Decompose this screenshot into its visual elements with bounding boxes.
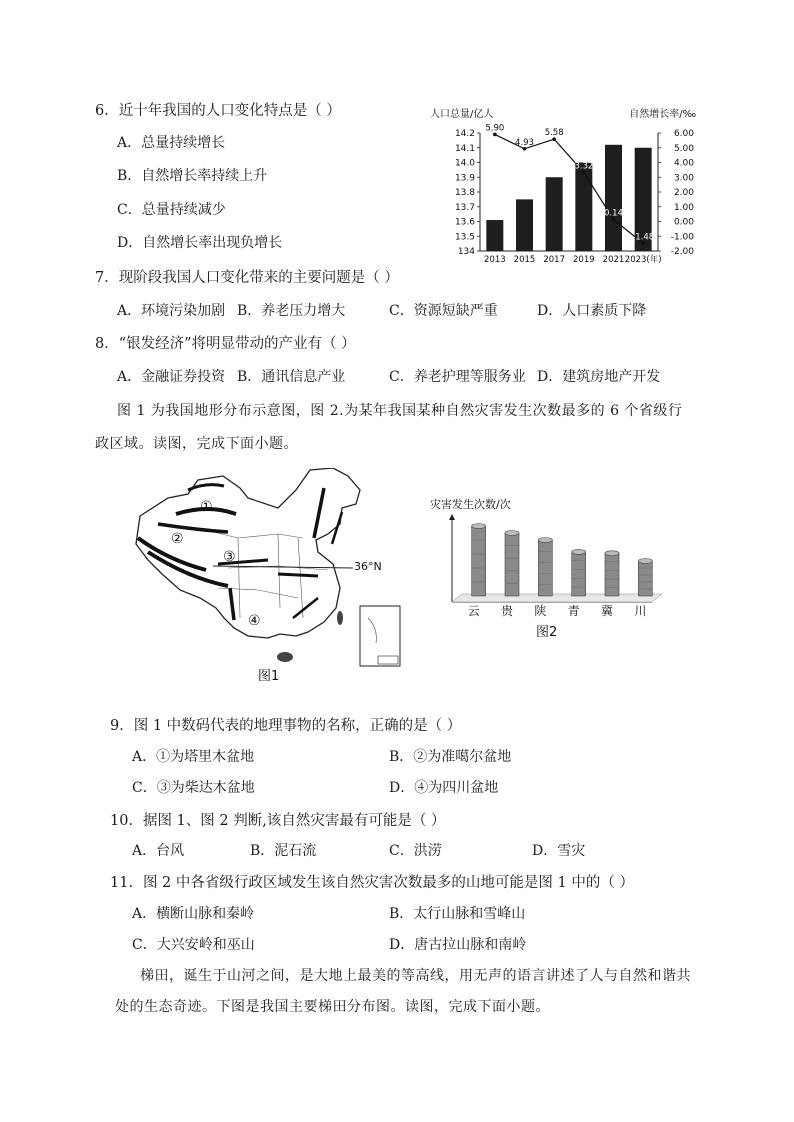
q9-option-d[interactable]: D．④为四川盆地 <box>389 780 499 796</box>
disaster-bar <box>472 526 486 596</box>
disaster-category-label: 川 <box>634 604 647 618</box>
intro1-line2: 政区域。读图，完成下面小题。 <box>95 436 298 452</box>
q10-option-b[interactable]: B．泥石流 <box>250 843 317 859</box>
map-number-label: ④ <box>248 613 261 629</box>
right-tick-label: -2.00 <box>670 247 694 257</box>
x-tick-label: 2021 <box>602 255 625 265</box>
intro2-line2: 处的生态奇迹。下图是我国主要梯田分布图。读图，完成下面小题。 <box>115 999 550 1015</box>
q7-option-d[interactable]: D．人口素质下降 <box>537 303 647 319</box>
figure2-caption: 图2 <box>536 625 558 640</box>
q10-option-c[interactable]: C．洪涝 <box>389 843 442 859</box>
disaster-ylabel: 灾害发生次数/次 <box>430 498 511 511</box>
growth-rate-data-label: -1.48 <box>632 232 655 243</box>
population-bar <box>575 163 592 252</box>
q11-option-a[interactable]: A．横断山脉和秦岭 <box>132 906 255 922</box>
right-tick-label: 0.00 <box>673 217 694 228</box>
right-tick-label: 5.00 <box>673 143 694 154</box>
q7-option-b[interactable]: B．养老压力增大 <box>237 303 346 319</box>
q11-option-b[interactable]: B．太行山脉和雪峰山 <box>389 906 526 922</box>
disaster-bar <box>538 540 552 596</box>
growth-rate-data-label: 0.14 <box>604 208 623 219</box>
q9-stem: 9．图 1 中数码代表的地理事物的名称，正确的是（ ） <box>110 718 462 734</box>
right-tick-label: 2.00 <box>673 188 694 198</box>
disaster-category-label: 贵 <box>500 604 514 618</box>
growth-rate-data-label: 5.58 <box>544 128 564 139</box>
q9-option-a[interactable]: A．①为塔里木盆地 <box>132 749 255 765</box>
x-tick-label: 2013 <box>484 255 506 265</box>
q9-option-c[interactable]: C．③为柴达木盆地 <box>132 780 255 796</box>
q8-stem: 8．“银发经济”将明显带动的产业有（ ） <box>95 336 356 352</box>
q6-option-a[interactable]: A．总量持续增长 <box>117 135 226 151</box>
q11-stem: 11．图 2 中各省级行政区域发生该自然灾害次数最多的山地可能是图 1 中的（ ） <box>110 875 634 891</box>
intro2-line1: 梯田，诞生于山河之间，是大地上最美的等高线，用无声的语言讲述了人与自然和谐共 <box>140 968 691 984</box>
map-number-label: ① <box>200 499 213 515</box>
left-tick-label: 13.8 <box>454 188 475 198</box>
hainan-island <box>277 652 293 662</box>
x-tick-label: 2023(年) <box>624 255 662 265</box>
population-bar <box>605 145 622 251</box>
map-number-label: ② <box>171 531 184 547</box>
q9-option-b[interactable]: B．②为准噶尔盆地 <box>389 749 512 765</box>
disaster-category-label: 冀 <box>600 604 614 618</box>
q7-option-c[interactable]: C．资源短缺严重 <box>389 303 498 319</box>
q7-stem: 7．现阶段我国人口变化带来的主要问题是（ ） <box>95 270 399 286</box>
population-bar <box>546 177 563 251</box>
q8-option-d[interactable]: D．建筑房地产开发 <box>537 369 661 385</box>
x-tick-label: 2015 <box>513 255 536 265</box>
disaster-chart <box>428 492 668 652</box>
left-tick-label: 14.2 <box>454 129 475 139</box>
disaster-category-label: 陕 <box>534 604 547 618</box>
q11-option-c[interactable]: C．大兴安岭和巫山 <box>132 937 255 953</box>
q6-stem: 6．近十年我国的人口变化特点是（ ） <box>95 103 341 119</box>
left-tick-label: 13.6 <box>454 217 475 228</box>
disaster-bar <box>505 533 519 596</box>
disaster-bar <box>638 561 652 596</box>
left-tick-label: 14.1 <box>454 143 475 154</box>
disaster-bar <box>605 553 619 596</box>
q8-option-c[interactable]: C．养老护理等服务业 <box>389 369 526 385</box>
map-number-label: ③ <box>223 549 236 565</box>
q6-option-d[interactable]: D．自然增长率出现负增长 <box>117 235 283 251</box>
right-tick-label: 4.00 <box>673 158 694 169</box>
left-axis-title: 人口总量/亿人 <box>430 109 494 120</box>
figure1-caption: 图1 <box>258 669 280 684</box>
disaster-category-label: 云 <box>467 604 480 618</box>
growth-rate-data-label: 5.90 <box>485 123 505 134</box>
disaster-category-label: 青 <box>567 604 580 618</box>
x-tick-label: 2017 <box>543 255 565 265</box>
population-bar <box>486 220 503 251</box>
q10-option-a[interactable]: A．台风 <box>132 843 185 859</box>
china-terrain-map <box>128 468 413 688</box>
q11-option-d[interactable]: D．唐古拉山脉和南岭 <box>389 937 527 953</box>
left-tick-label: 13.9 <box>454 173 475 184</box>
right-tick-label: 3.00 <box>673 173 694 184</box>
growth-rate-data-label: 4.93 <box>515 137 534 148</box>
left-tick-label: 13.7 <box>454 202 475 213</box>
left-tick-label: 14.0 <box>454 158 475 169</box>
q8-option-b[interactable]: B．通讯信息产业 <box>237 369 346 385</box>
q8-option-a[interactable]: A．金融证券投资 <box>117 369 226 385</box>
x-tick-label: 2019 <box>573 255 595 265</box>
population-chart <box>428 103 698 268</box>
right-tick-label: 6.00 <box>673 129 694 139</box>
q7-option-a[interactable]: A．环境污染加剧 <box>117 303 226 319</box>
q10-option-d[interactable]: D．雪灾 <box>532 843 586 859</box>
left-tick-label: 13.5 <box>454 232 475 243</box>
q6-option-c[interactable]: C．总量持续减少 <box>117 202 226 218</box>
population-bar <box>516 199 533 251</box>
left-tick-label: 134 <box>457 247 475 257</box>
growth-rate-data-label: 3.32 <box>574 161 594 172</box>
disaster-bar <box>572 552 586 596</box>
latitude-label: 36°N <box>354 560 382 573</box>
right-axis-title: 自然增长率/‰ <box>629 109 696 120</box>
q6-option-b[interactable]: B．自然增长率持续上升 <box>117 168 268 184</box>
right-tick-label: 1.00 <box>673 202 694 213</box>
q10-stem: 10．据图 1、图 2 判断,该自然灾害最有可能是（ ） <box>110 813 446 829</box>
right-tick-label: -1.00 <box>670 232 694 243</box>
intro1-line1: 图 1 为我国地形分布示意图，图 2.为某年我国某种自然灾害发生次数最多的 6 个省级行 <box>117 403 683 419</box>
